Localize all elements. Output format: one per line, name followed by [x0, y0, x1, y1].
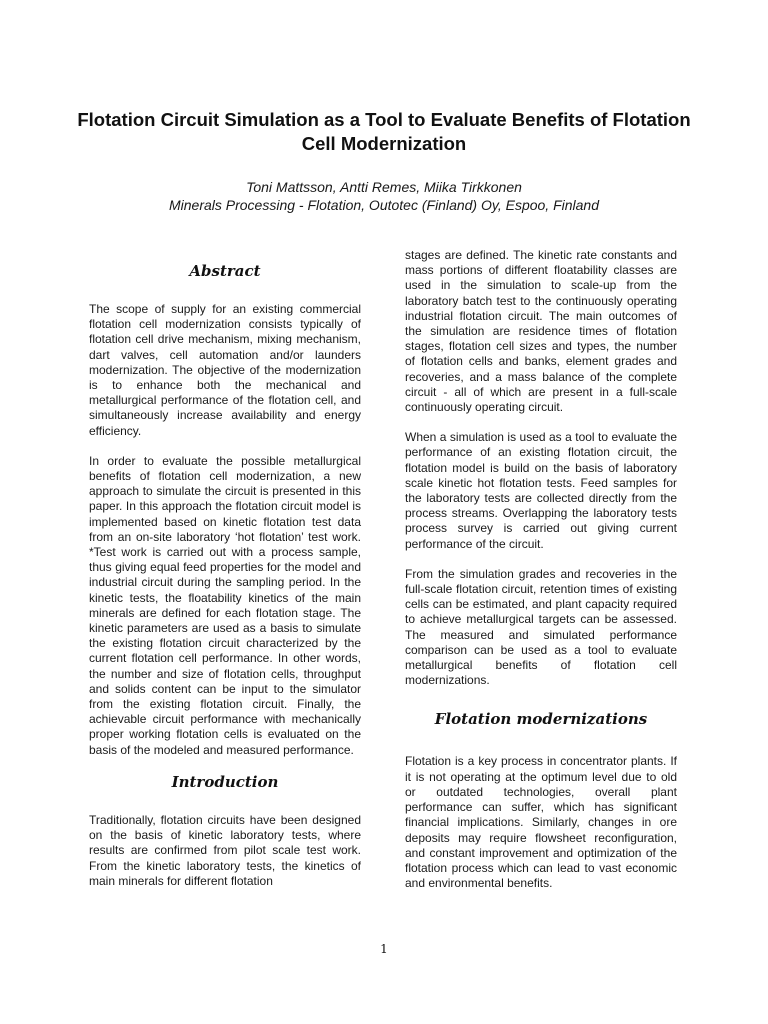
- abstract-paragraph: The scope of supply for an existing commercial flotation cell modernization consists typically of flotation cell drive mechanism, mixing mechanism, dart valves, cell automation and/or launders modernization. The objective of the modernization is to enhance both the mechanical and metallurgical performance of the flotation cell, and simultaneously increase availability and energy efficiency.: [89, 302, 361, 438]
- flotation-modernizations-heading: Flotation modernizations: [434, 710, 648, 729]
- introduction-paragraph: When a simulation is used as a tool to evaluate the performance of an existing flotation circuit, the flotation model is build on the basis of laboratory scale kinetic hot flotation tests. Feed samples for the laboratory tests are collected directly from the process streams. Overlapping the laboratory tests process survey is carried out giving current performance of the circuit.: [405, 430, 677, 551]
- author-affiliation: Minerals Processing - Flotation, Outotec (Finland) Oy, Espoo, Finland: [168, 197, 600, 213]
- page-number: 1: [380, 942, 388, 956]
- abstract-heading: Abstract: [189, 262, 261, 280]
- paper-title: Flotation Circuit Simulation as a Tool to Evaluate Benefits of Flotation Cell Modernization: [77, 109, 691, 154]
- introduction-paragraph: From the simulation grades and recoveries in the full-scale flotation circuit, retention times of existing cells can be estimated, and plant capacity required to achieve metallurgical targets can be assessed. The measured and simulated performance comparison can be used as a tool to evaluate metallurgical benefits of flotation cell modernizations.: [405, 566, 677, 688]
- right-column: [405, 248, 677, 906]
- introduction-paragraph: stages are defined. The kinetic rate constants and mass portions of different floatability classes are used in the simulation to scale-up from the laboratory batch test to the continuously operating industrial flotation circuit. The main outcomes of the simulation are residence times of flotation stages, flotation cell sizes and types, the number of flotation cells and banks, element grades and recoveries, and a mass balance of the complete circuit - all of which are present in a full-scale continuously operating circuit.: [405, 248, 677, 415]
- introduction-paragraph: Traditionally, flotation circuits have been designed on the basis of kinetic laboratory tests, where results are confirmed from pilot scale test work. From the kinetic laboratory tests, the kinetics of main minerals for different flotation: [89, 812, 361, 888]
- left-column: [89, 258, 361, 904]
- author-list: Toni Mattsson, Antti Remes, Miika Tirkkonen: [246, 179, 522, 195]
- introduction-heading: Introduction: [171, 772, 279, 791]
- flotation-modernizations-paragraph: Flotation is a key process in concentrator plants. If it is not operating at the optimum level due to old or outdated technologies, overall plant performance can suffer, which has significant financial implications. Similarly, changes in ore deposits may require flowsheet reconfiguration, and constant improvement and optimization of the flotation process which can lead to vast economic and environmental benefits.: [405, 754, 677, 891]
- abstract-paragraph: In order to evaluate the possible metallurgical benefits of flotation cell modernization, a new approach to simulate the circuit is presented in this paper. In this approach the flotation circuit model is implemented based on kinetic flotation test data from an on-site laboratory ‘hot flotation’ test work. *Test work is carried out with a process sample, thus giving equal feed properties for the model and industrial circuit during the sampling period. In the kinetic tests, the floatability kinetics of the main minerals are defined for each flotation stage. The kinetic parameters are used as a basis to simulate the existing flotation circuit characterized by the current flotation cell performance. In other words, the number and size of flotation cells, throughput and solids content can be input to the simulator from the existing flotation circuit. Finally, the achievable circuit performance with mechanically proper working flotation cells is evaluated on the basis of the modeled and measured performance.: [89, 453, 361, 757]
